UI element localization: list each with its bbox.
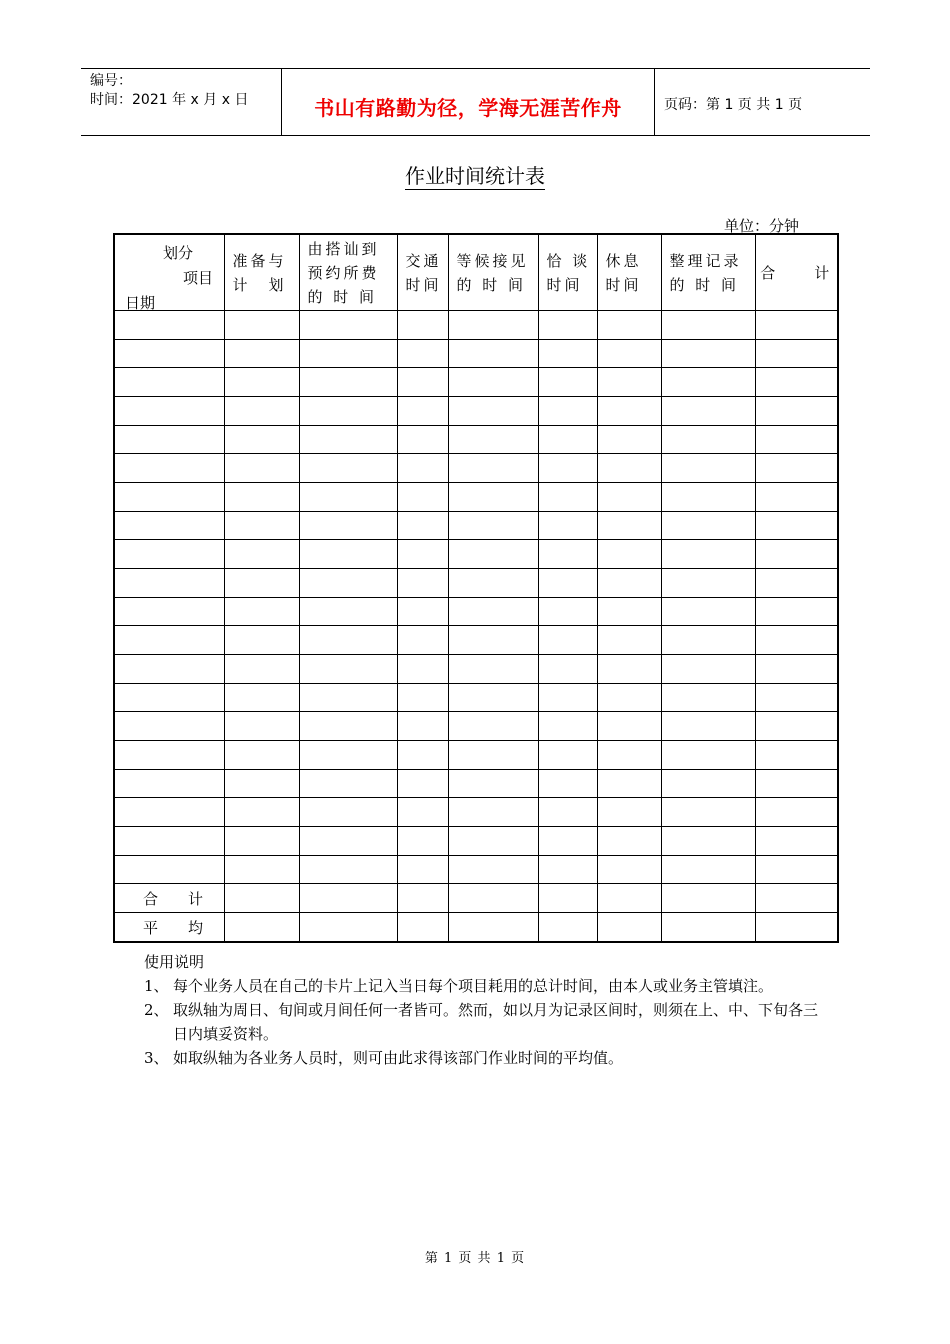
table-cell[interactable] [114, 483, 224, 512]
table-row [114, 311, 838, 340]
table-row [114, 655, 838, 684]
table-cell[interactable] [538, 827, 597, 856]
table-cell[interactable] [661, 311, 755, 340]
table-row [114, 454, 838, 483]
table-cell[interactable] [661, 368, 755, 397]
table-cell[interactable] [661, 884, 755, 913]
table-cell[interactable] [448, 855, 538, 884]
table-cell[interactable] [755, 798, 838, 827]
table-cell[interactable] [448, 397, 538, 426]
table-row [114, 397, 838, 426]
column-header [538, 234, 597, 311]
table-cell[interactable] [299, 540, 397, 569]
table-cell[interactable] [597, 339, 661, 368]
table-cell[interactable] [114, 798, 224, 827]
table-cell[interactable] [224, 798, 299, 827]
table-cell[interactable] [755, 454, 838, 483]
table-cell[interactable] [114, 425, 224, 454]
table-cell[interactable] [448, 798, 538, 827]
table-cell[interactable] [538, 368, 597, 397]
table-cell[interactable] [538, 339, 597, 368]
column-header-line: 计 划 [232, 275, 287, 294]
table-cell[interactable] [755, 683, 838, 712]
table-cell[interactable] [661, 626, 755, 655]
table-cell[interactable] [597, 454, 661, 483]
table-cell[interactable] [114, 454, 224, 483]
table-cell[interactable] [538, 569, 597, 598]
table-cell[interactable] [597, 397, 661, 426]
table-row [114, 683, 838, 712]
table-cell[interactable] [448, 655, 538, 684]
table-cell[interactable] [224, 712, 299, 741]
column-header-line: 的 时 间 [456, 275, 527, 294]
table-cell[interactable] [597, 683, 661, 712]
table-cell[interactable] [397, 454, 448, 483]
table-cell[interactable] [755, 511, 838, 540]
table-cell[interactable] [114, 683, 224, 712]
column-header [397, 234, 448, 311]
table-body [114, 311, 838, 943]
table-cell[interactable] [755, 397, 838, 426]
table-cell[interactable] [538, 683, 597, 712]
document-number-label: 编号： [90, 73, 132, 89]
table-cell[interactable] [597, 626, 661, 655]
table-cell[interactable] [224, 311, 299, 340]
note-item [144, 1046, 824, 1070]
column-header-line: 由搭讪到 [307, 239, 380, 258]
table-header-row [114, 234, 838, 311]
page-title-text: 作业时间统计表 [405, 164, 545, 188]
column-header-line: 时间 [405, 275, 442, 294]
column-header [661, 234, 755, 311]
table-cell[interactable] [755, 884, 838, 913]
table-row [114, 368, 838, 397]
table-cell[interactable] [397, 798, 448, 827]
table-cell[interactable] [299, 626, 397, 655]
column-header-line: 预约所费 [307, 263, 380, 282]
table-cell[interactable] [755, 827, 838, 856]
table-cell[interactable] [397, 540, 448, 569]
table-cell[interactable] [114, 569, 224, 598]
header-page-number: 页码：第 1 页 共 1 页 [664, 97, 803, 113]
table-cell[interactable] [538, 626, 597, 655]
table-cell[interactable] [299, 397, 397, 426]
table-cell[interactable] [755, 741, 838, 770]
table-row [114, 339, 838, 368]
table-cell[interactable] [448, 368, 538, 397]
table-cell[interactable] [397, 311, 448, 340]
table-cell[interactable] [755, 855, 838, 884]
corner-header-cell [114, 234, 224, 311]
table-cell[interactable] [224, 483, 299, 512]
table-cell[interactable] [597, 368, 661, 397]
table-cell[interactable] [397, 339, 448, 368]
table-cell[interactable] [224, 741, 299, 770]
corner-label-bottom: 日期 [125, 294, 156, 312]
table-cell[interactable] [661, 511, 755, 540]
column-header-line: 恰 谈 [546, 251, 591, 270]
header-divider-right [654, 69, 655, 136]
header-bottom-rule [81, 135, 870, 136]
summary-row [114, 913, 838, 942]
table-cell[interactable] [755, 483, 838, 512]
table-cell[interactable] [299, 483, 397, 512]
table-cell[interactable] [114, 827, 224, 856]
table-cell[interactable] [299, 339, 397, 368]
table-cell[interactable] [299, 511, 397, 540]
page-footer: 第 1 页 共 1 页 [424, 1251, 526, 1266]
table-cell[interactable] [661, 913, 755, 942]
table-cell[interactable] [224, 769, 299, 798]
table-cell[interactable] [538, 540, 597, 569]
table-cell[interactable] [661, 454, 755, 483]
column-header-line: 休息 [605, 251, 642, 270]
table-cell[interactable] [538, 311, 597, 340]
summary-row-label: 合 计 [114, 884, 224, 913]
table-row [114, 511, 838, 540]
table-cell[interactable] [661, 339, 755, 368]
table-cell[interactable] [755, 339, 838, 368]
table-cell[interactable] [448, 827, 538, 856]
table-cell[interactable] [114, 769, 224, 798]
table-cell[interactable] [448, 540, 538, 569]
table-cell[interactable] [661, 483, 755, 512]
table-cell[interactable] [661, 425, 755, 454]
table-cell[interactable] [397, 712, 448, 741]
note-text: 每个业务人员在自己的卡片上记入当日每个项目耗用的总计时间，由本人或业务主管填注。 [173, 977, 774, 995]
table-cell[interactable] [538, 483, 597, 512]
document-date-label: 时间：2021 年 x 月 x 日 [90, 92, 249, 108]
column-header-line: 交通 [405, 251, 442, 270]
table-cell[interactable] [114, 741, 224, 770]
table-cell[interactable] [397, 913, 448, 942]
table-cell[interactable] [597, 569, 661, 598]
table-cell[interactable] [397, 569, 448, 598]
summary-row [114, 884, 838, 913]
note-number: 1、 [144, 977, 169, 995]
note-number: 2、 [144, 1001, 169, 1019]
table-cell[interactable] [755, 769, 838, 798]
table-cell[interactable] [538, 741, 597, 770]
table-row [114, 769, 838, 798]
table-cell[interactable] [448, 454, 538, 483]
table-cell[interactable] [397, 483, 448, 512]
table-cell[interactable] [397, 397, 448, 426]
table-cell[interactable] [299, 425, 397, 454]
table-cell[interactable] [224, 827, 299, 856]
table-cell[interactable] [755, 655, 838, 684]
table-cell[interactable] [114, 339, 224, 368]
table-cell[interactable] [114, 397, 224, 426]
table-cell[interactable] [597, 884, 661, 913]
table-row [114, 540, 838, 569]
table-cell[interactable] [448, 597, 538, 626]
table-cell[interactable] [538, 655, 597, 684]
table-cell[interactable] [597, 311, 661, 340]
table-cell[interactable] [299, 597, 397, 626]
table-cell[interactable] [597, 769, 661, 798]
table-cell[interactable] [397, 626, 448, 655]
table-cell[interactable] [114, 655, 224, 684]
table-cell[interactable] [538, 425, 597, 454]
table-row [114, 798, 838, 827]
table-cell[interactable] [661, 741, 755, 770]
table-cell[interactable] [538, 597, 597, 626]
table-cell[interactable] [538, 397, 597, 426]
column-header [299, 234, 397, 311]
table-cell[interactable] [397, 741, 448, 770]
table-cell[interactable] [448, 626, 538, 655]
column-header-line: 时间 [546, 275, 583, 294]
header-motto: 书山有路勤为径，学海无涯苦作舟 [314, 96, 622, 120]
table-row [114, 712, 838, 741]
table-cell[interactable] [397, 855, 448, 884]
table-cell[interactable] [224, 683, 299, 712]
table-cell[interactable] [397, 511, 448, 540]
table-cell[interactable] [661, 683, 755, 712]
column-header-line: 的 时 间 [307, 287, 378, 306]
table-row [114, 827, 838, 856]
table-cell[interactable] [661, 597, 755, 626]
column-header [597, 234, 661, 311]
note-item [144, 974, 824, 998]
table-cell[interactable] [397, 655, 448, 684]
table-cell[interactable] [299, 712, 397, 741]
table-cell[interactable] [114, 368, 224, 397]
table-cell[interactable] [299, 769, 397, 798]
table-cell[interactable] [299, 884, 397, 913]
table-cell[interactable] [299, 683, 397, 712]
table-cell[interactable] [538, 855, 597, 884]
usage-notes-heading: 使用说明 [144, 953, 205, 971]
table-cell[interactable] [597, 655, 661, 684]
table-cell[interactable] [114, 626, 224, 655]
table-cell[interactable] [224, 597, 299, 626]
table-cell[interactable] [114, 511, 224, 540]
table-cell[interactable] [397, 425, 448, 454]
note-item [144, 998, 824, 1046]
table-cell[interactable] [224, 454, 299, 483]
table-cell[interactable] [114, 712, 224, 741]
table-cell[interactable] [224, 569, 299, 598]
table-cell[interactable] [755, 597, 838, 626]
table-cell[interactable] [597, 741, 661, 770]
table-cell[interactable] [755, 425, 838, 454]
table-cell[interactable] [448, 913, 538, 942]
table-cell[interactable] [597, 540, 661, 569]
column-header-line: 准备与 [232, 251, 287, 270]
table-cell[interactable] [755, 913, 838, 942]
header-meta [90, 72, 248, 110]
table-cell[interactable] [448, 884, 538, 913]
column-header [448, 234, 538, 311]
table-cell[interactable] [661, 855, 755, 884]
unit-label: 单位：分钟 [724, 217, 800, 235]
table-cell[interactable] [448, 483, 538, 512]
table-cell[interactable] [755, 540, 838, 569]
table-cell[interactable] [114, 597, 224, 626]
table-cell[interactable] [661, 712, 755, 741]
table-cell[interactable] [538, 884, 597, 913]
table-cell[interactable] [448, 683, 538, 712]
table-cell[interactable] [661, 827, 755, 856]
column-header-line: 时间 [605, 275, 642, 294]
table-cell[interactable] [538, 712, 597, 741]
table-cell[interactable] [397, 884, 448, 913]
table-cell[interactable] [448, 511, 538, 540]
table-cell[interactable] [448, 311, 538, 340]
table-cell[interactable] [224, 511, 299, 540]
time-statistics-table [113, 233, 839, 943]
table-cell[interactable] [755, 569, 838, 598]
table-row [114, 855, 838, 884]
table-row [114, 741, 838, 770]
table-cell[interactable] [448, 741, 538, 770]
table-cell[interactable] [597, 712, 661, 741]
table-cell[interactable] [448, 769, 538, 798]
table-cell[interactable] [597, 511, 661, 540]
table-cell[interactable] [299, 569, 397, 598]
table-cell[interactable] [299, 311, 397, 340]
table-cell[interactable] [448, 712, 538, 741]
table-row [114, 569, 838, 598]
table-cell[interactable] [661, 540, 755, 569]
table-cell[interactable] [299, 454, 397, 483]
table-cell[interactable] [597, 913, 661, 942]
table-cell[interactable] [448, 339, 538, 368]
column-header-line: 合 计 [760, 263, 833, 282]
table-cell[interactable] [299, 655, 397, 684]
table-cell[interactable] [224, 540, 299, 569]
table-cell[interactable] [224, 368, 299, 397]
summary-row-label: 平 均 [114, 913, 224, 942]
table-cell[interactable] [448, 425, 538, 454]
table-cell[interactable] [538, 454, 597, 483]
table-cell[interactable] [597, 855, 661, 884]
table-cell[interactable] [597, 425, 661, 454]
table-row [114, 626, 838, 655]
table-cell[interactable] [661, 769, 755, 798]
table-cell[interactable] [224, 626, 299, 655]
header-top-rule [81, 68, 870, 69]
column-header-line: 等候接见 [456, 251, 529, 270]
column-header [224, 234, 299, 311]
note-text: 如取纵轴为各业务人员时，则可由此求得该部门作业时间的平均值。 [173, 1049, 624, 1067]
table-cell[interactable] [224, 884, 299, 913]
note-text: 取纵轴为周日、旬间或月间任何一者皆可。然而，如以月为记录区间时，则须在上、中、下旬各三日内填妥资料。 [173, 1001, 819, 1043]
usage-notes [144, 950, 824, 1070]
table-cell[interactable] [755, 368, 838, 397]
table-cell[interactable] [538, 798, 597, 827]
table-cell[interactable] [397, 683, 448, 712]
table-cell[interactable] [397, 597, 448, 626]
table-cell[interactable] [661, 655, 755, 684]
usage-notes-list [144, 974, 824, 1070]
table-cell[interactable] [597, 827, 661, 856]
table-cell[interactable] [224, 397, 299, 426]
table-cell[interactable] [224, 339, 299, 368]
table-cell[interactable] [755, 626, 838, 655]
table-cell[interactable] [661, 569, 755, 598]
table-cell[interactable] [299, 368, 397, 397]
table-cell[interactable] [224, 855, 299, 884]
note-number: 3、 [144, 1049, 169, 1067]
table-row [114, 483, 838, 512]
table-cell[interactable] [661, 798, 755, 827]
column-header-line: 整理记录 [669, 251, 742, 270]
table-cell[interactable] [224, 655, 299, 684]
table-cell[interactable] [299, 741, 397, 770]
corner-label-middle: 项目 [183, 269, 214, 287]
table-cell[interactable] [538, 769, 597, 798]
table-cell[interactable] [299, 913, 397, 942]
table-cell[interactable] [755, 311, 838, 340]
corner-label-top: 划分 [163, 244, 194, 262]
table-cell[interactable] [397, 827, 448, 856]
table-cell[interactable] [114, 855, 224, 884]
table-cell[interactable] [597, 597, 661, 626]
table-cell[interactable] [299, 798, 397, 827]
table-cell[interactable] [597, 798, 661, 827]
page-title [0, 160, 950, 189]
column-header [755, 234, 838, 311]
table-cell[interactable] [755, 712, 838, 741]
table-cell[interactable] [224, 425, 299, 454]
table-cell[interactable] [114, 540, 224, 569]
table-cell[interactable] [299, 855, 397, 884]
table-cell[interactable] [397, 368, 448, 397]
table-cell[interactable] [538, 913, 597, 942]
table-cell[interactable] [538, 511, 597, 540]
table-cell[interactable] [661, 397, 755, 426]
table-cell[interactable] [397, 769, 448, 798]
table-cell[interactable] [448, 569, 538, 598]
column-header-line: 的 时 间 [669, 275, 740, 294]
table-row [114, 597, 838, 626]
table-cell[interactable] [224, 913, 299, 942]
table-row [114, 425, 838, 454]
table-cell[interactable] [597, 483, 661, 512]
table-cell[interactable] [299, 827, 397, 856]
